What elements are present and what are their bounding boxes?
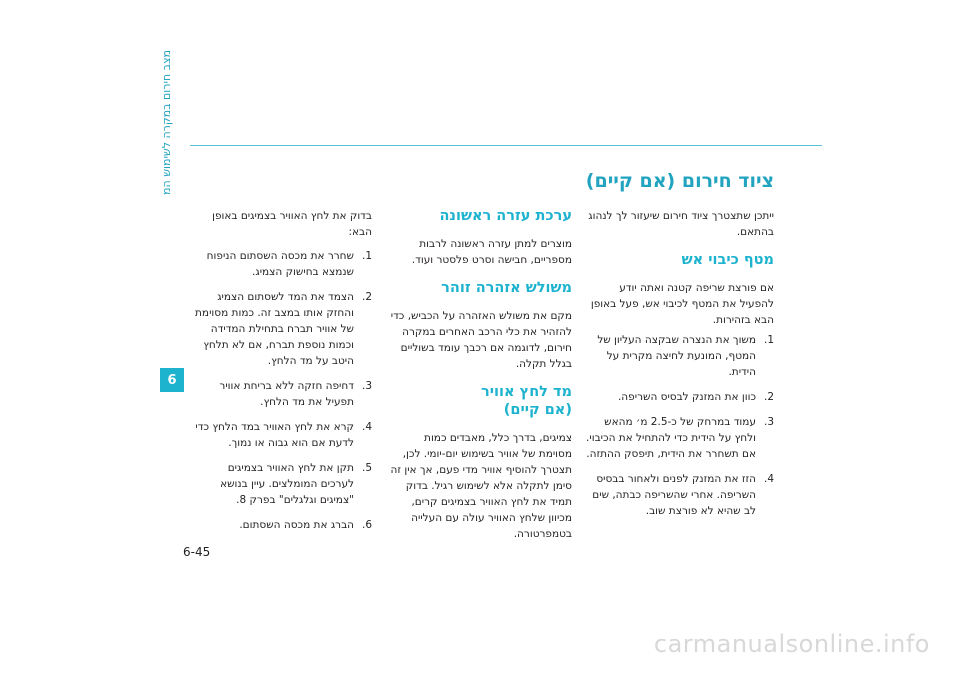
right-column: [584, 208, 774, 528]
warning-triangle-paragraph: מקם את משולש האזהרה על הכביש, כדי להזהיר את כלי הרכב האחרים במקרה חירום, לדוגמה אם רכבך עומד בשוליים בגלל תקלה.: [390, 310, 572, 370]
first-aid-kit-heading: ערכת עזרה ראשונה: [439, 208, 572, 224]
fire-extinguisher-heading: מטף כיבוי אש: [681, 252, 774, 268]
list-item: 1. משוך את הנצרה שבקצה העליון של המטף, המונעת לחיצה מקרית על הידית.: [597, 334, 774, 378]
top-divider: [190, 145, 822, 146]
list-item: 2. כוון את המזנק לבסיס השריפה.: [617, 391, 774, 403]
page-number: 6-45: [183, 545, 211, 559]
tire-gauge-paragraph: צמיגים, בדרך כלל, מאבדים כמות מסוימת של אוויר בשימוש יום-יומי. לכן, תצטרך להוסיף אוויר מדי פעם, אך אין זה סימן לתקלה אלא לשימוש רגיל. בדוק תמיד את לחץ האוויר בצמיגים קרים, מכיוון שלחץ האוויר עולה עם העלייה בטמפרטורה.: [390, 432, 572, 540]
tire-gauge-heading-sub: (אם קיים): [503, 402, 572, 418]
gauge-steps-list: [192, 248, 372, 533]
list-item: 1. שחרר את מכסה השסתום הניפוח שנמצא בחישוק הצמיג.: [206, 250, 372, 278]
list-item: 4. קרא את לחץ האוויר במד הלחץ כדי לדעת אם הוא גבוה או נמוך.: [195, 421, 372, 449]
intro-paragraph: ייתכן שתצטרך ציוד חירום שיעזור לך לנהוג בהתאם.: [588, 210, 774, 238]
list-item: 6. הברג את מכסה השסתום.: [239, 519, 372, 531]
list-item: 2. הצמד את המד לשסתום הצמיג והחזק אותו במצב זה. כמות מסוימת של אוויר תברח בתחילת המדידה וכמות נוספת תברח, אם לא תלחץ היטב על מד הלחץ.: [195, 291, 372, 367]
gauge-steps-intro: בדוק את לחץ האוויר בצמיגים באופן הבא:: [212, 210, 372, 238]
fire-intro-paragraph: אם פורצת שריפה קטנה ואתה יודע להפעיל את המטף לכיבוי אש, פעל באופן הבא בזהירות.: [590, 282, 774, 326]
page-title: ציוד חירום (אם קיים): [585, 170, 774, 192]
fire-steps-list: [584, 332, 774, 519]
chapter-number-badge: 6: [160, 368, 184, 392]
chapter-side-tab: [160, 40, 184, 370]
watermark-text: carmanualsonline.info: [653, 630, 930, 658]
tire-gauge-heading: מד לחץ אוויר: [481, 384, 572, 400]
middle-column: [390, 208, 572, 546]
list-item: 3. דחיפה חזקה ללא בריחת אוויר תפעיל את מד הלחץ.: [219, 380, 372, 408]
warning-triangle-heading: משולש אזהרה זוהר: [441, 280, 572, 296]
left-column: [192, 208, 372, 542]
chapter-side-label: מצב חירום במקרה לשימוש המ: [160, 50, 173, 195]
first-aid-kit-paragraph: מוצרים למתן עזרה ראשונה לרבות מספריים, חבישה וסרט פלסטר ועוד.: [411, 238, 572, 266]
list-item: 4. הזז את המזנק לפנים ולאחור בבסיס השריפה. אחרי שהשריפה כבתה, שים לב שהיא לא פורצת שוב.: [592, 473, 774, 517]
list-item: 3. עמוד במרחק של כ-2.5 מ׳ מהאש ולחץ על הידית כדי להתחיל את הכיבוי. אם תשחרר את הידית, תיפסק ההתזה.: [586, 416, 774, 460]
list-item: 5. תקן את לחץ האוויר בצמיגים לערכים המומלצים. עיין בנושא "צמיגים וגלגלים" בפרק 8.: [220, 462, 372, 506]
